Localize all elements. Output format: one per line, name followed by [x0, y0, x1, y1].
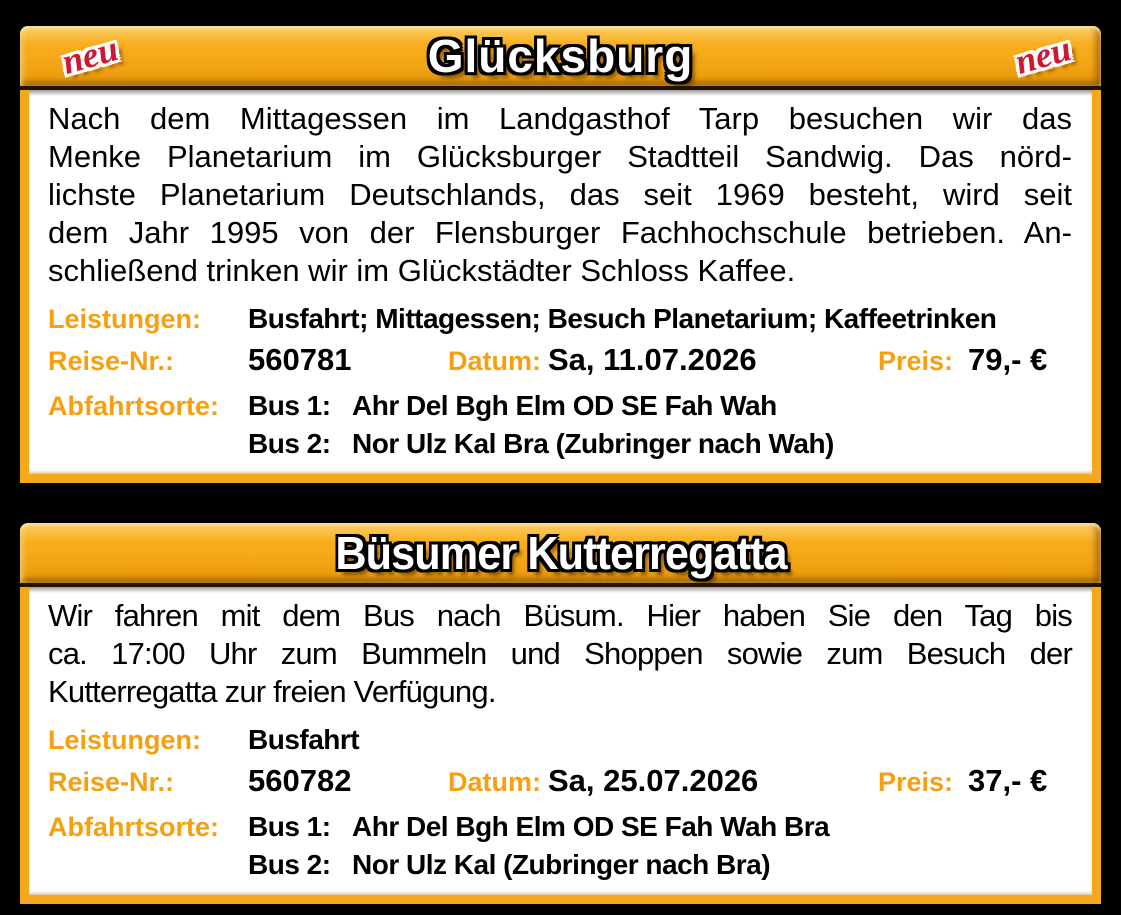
trip-details	[48, 723, 1072, 883]
trip-card-body	[20, 587, 1101, 904]
description-line: lichste Planetarium Deutschlands, das seit 1969 besteht, wird seit	[48, 177, 1072, 212]
preis-value: 37,- €	[968, 763, 1048, 798]
description-line: Nach dem Mittagessen im Landgasthof Tarp besuchen wir das	[48, 101, 1072, 136]
leistungen-row	[48, 302, 1072, 336]
abfahrt-row-bus2	[48, 846, 1072, 883]
bus2-value: Nor Ulz Kal (Zubringer nach Bra)	[352, 849, 771, 880]
abfahrtsorte-label: Abfahrtsorte:	[48, 812, 220, 842]
trip-card-body	[20, 90, 1101, 483]
description-line: schließend trinken wir im Glückstädter Schloss Kaffee.	[48, 253, 796, 288]
leistungen-label: Leistungen:	[48, 304, 201, 334]
preis-label: Preis:	[878, 346, 954, 376]
abfahrt-row-bus2	[48, 425, 1072, 462]
trip-description	[48, 597, 1072, 711]
trip-card-header	[20, 26, 1101, 90]
leistungen-label: Leistungen:	[48, 725, 201, 755]
reise-row	[48, 761, 1072, 802]
bus1-label: Bus 1:	[248, 811, 331, 842]
description-line: Kutterregatta zur freien Verfügung.	[48, 674, 496, 709]
trip-details	[48, 302, 1072, 462]
leistungen-value: Busfahrt; Mittagessen; Besuch Planetarium; Kaffeetrinken	[248, 303, 997, 334]
abfahrt-row-bus1	[48, 387, 1072, 425]
bus2-value: Nor Ulz Kal Bra (Zubringer nach Wah)	[352, 428, 834, 459]
reise-nr-label: Reise-Nr.:	[48, 767, 175, 797]
bus1-label: Bus 1:	[248, 390, 331, 421]
trip-title: Büsumer Kutterregatta	[334, 527, 787, 579]
reise-nr-value: 560781	[248, 342, 352, 377]
trip-description	[48, 100, 1072, 290]
datum-label: Datum:	[448, 767, 541, 797]
trip-card-header	[20, 523, 1101, 587]
bus2-label: Bus 2:	[248, 849, 331, 880]
header-shadow	[29, 90, 1092, 96]
trip-card-gluecksburg	[20, 26, 1101, 483]
preis-value: 79,- €	[968, 342, 1048, 377]
header-shadow	[29, 587, 1092, 593]
leistungen-value: Busfahrt	[248, 724, 360, 755]
neu-badge-left: neu	[57, 28, 123, 82]
reise-row	[48, 340, 1072, 381]
reise-nr-value: 560782	[248, 763, 352, 798]
abfahrtsorte-label: Abfahrtsorte:	[48, 391, 220, 421]
trip-title: Glücksburg	[427, 30, 694, 82]
datum-value: Sa, 11.07.2026	[548, 342, 757, 377]
neu-badge-right: neu	[1010, 28, 1076, 82]
datum-label: Datum:	[448, 346, 541, 376]
preis-label: Preis:	[878, 767, 954, 797]
description-line: Menke Planetarium im Glücksburger Stadtteil Sandwig. Das nörd-	[48, 139, 1072, 174]
bus1-value: Ahr Del Bgh Elm OD SE Fah Wah Bra	[352, 811, 830, 842]
bus1-value: Ahr Del Bgh Elm OD SE Fah Wah	[352, 390, 777, 421]
abfahrt-row-bus1	[48, 808, 1072, 846]
datum-value: Sa, 25.07.2026	[548, 763, 759, 798]
reise-nr-label: Reise-Nr.:	[48, 346, 175, 376]
description-line: Wir fahren mit dem Bus nach Büsum. Hier haben Sie den Tag bis	[48, 598, 1072, 633]
bus2-label: Bus 2:	[248, 428, 331, 459]
description-line: ca. 17:00 Uhr zum Bummeln und Shoppen sowie zum Besuch der	[48, 636, 1072, 671]
leistungen-row	[48, 723, 1072, 757]
description-line: dem Jahr 1995 von der Flensburger Fachhochschule betrieben. An-	[48, 215, 1072, 250]
trip-card-buesum	[20, 523, 1101, 904]
